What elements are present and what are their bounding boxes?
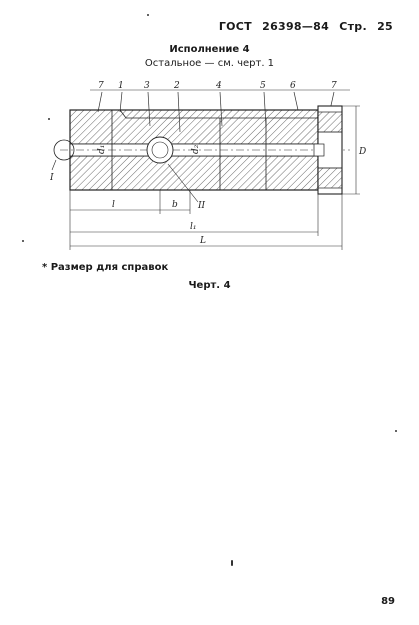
dimension-label-total: L: [200, 236, 206, 246]
part-number-4: 4: [216, 81, 222, 91]
dimension-label-l: l: [112, 200, 115, 210]
bottom-dimensions: [70, 190, 342, 250]
view-label-2: II: [198, 201, 206, 211]
part-number-2: 2: [174, 81, 180, 91]
dimension-label-b: b: [172, 200, 178, 210]
scan-speck: [48, 118, 50, 120]
scan-speck: [147, 14, 149, 16]
standard-label: ГОСТ: [218, 20, 252, 33]
scan-speck: [395, 430, 397, 432]
part-number-7-left: 7: [98, 81, 104, 91]
dimension-label-l1: l₁: [190, 222, 197, 232]
part-number-5: 5: [260, 81, 266, 91]
figure-subtitle: Остальное — см. черт. 1: [144, 58, 275, 69]
dimension-label-d2: d₂: [191, 144, 201, 154]
footnote: * Размер для справок: [42, 262, 169, 273]
page-number: 89: [381, 596, 395, 607]
dimension-label-d: D: [359, 147, 367, 157]
figure-title: Исполнение 4: [169, 44, 250, 55]
part-number-7-right: 7: [331, 81, 337, 91]
scan-speck: [231, 560, 233, 566]
header-page-number: 25: [377, 20, 393, 33]
part-number-1: 1: [118, 81, 124, 91]
standard-number: 26398—84: [262, 20, 330, 33]
view-label-1: I: [50, 173, 54, 183]
scan-speck: [22, 240, 24, 242]
hex-nut: [314, 106, 342, 194]
part-number-6: 6: [290, 81, 296, 91]
part-number-3: 3: [144, 81, 150, 91]
figure-caption: Черт. 4: [188, 280, 231, 291]
page-header: [213, 20, 393, 33]
page-label: Стр.: [339, 20, 367, 33]
dimension-label-d1: d₁: [97, 144, 107, 154]
technical-drawing: [50, 80, 380, 255]
